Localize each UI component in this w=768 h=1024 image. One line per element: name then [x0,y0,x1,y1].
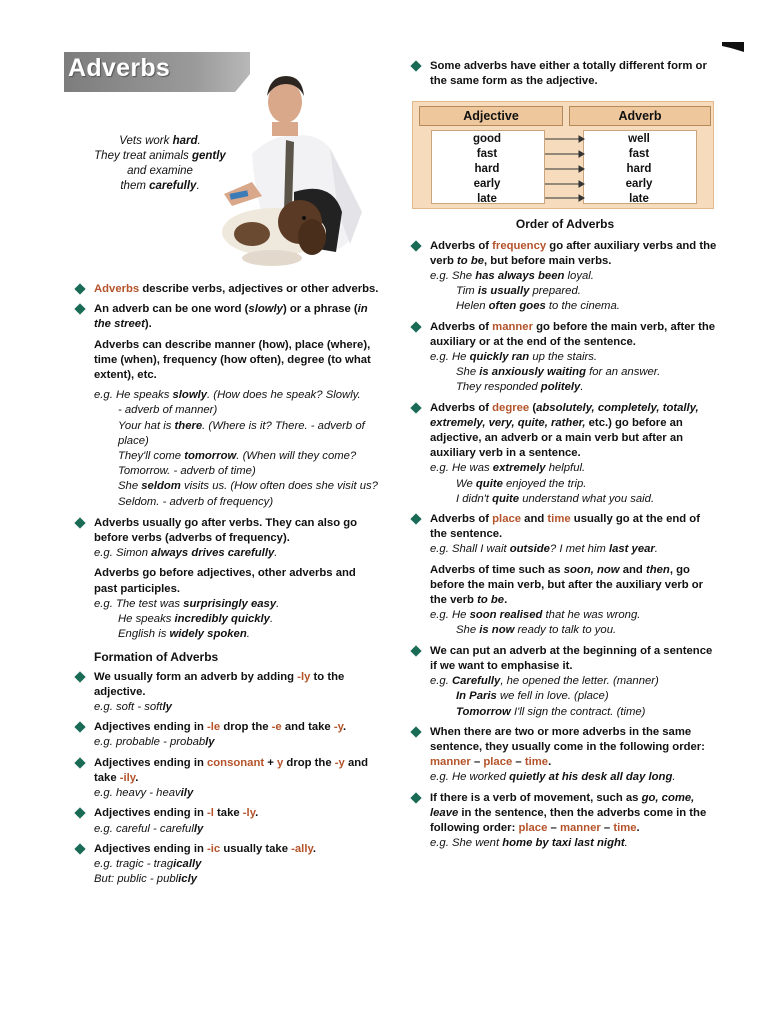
list-item: An adverb can be one word (slowly) or a phrase (in the street). [74,302,380,332]
list-item: Adjectives ending in -le drop the -e and take -y. e.g. probable - probably [74,720,380,750]
example: Your hat is there. (Where is it? There. - adverb of place) [118,419,365,447]
diamond-bullet-icon [410,240,421,251]
diamond-bullet-icon [74,757,85,768]
section-heading: Formation of Adverbs [94,650,219,665]
diamond-bullet-icon [410,645,421,656]
example: e.g. The test was surprisingly easy. [94,597,280,610]
diamond-bullet-icon [410,726,421,737]
diamond-bullet-icon [74,283,85,294]
list-item: Adverbs of place and time usually go at the end of the sentence. e.g. Shall I wait outside? I met him last year. Adverbs of time such as soon, now and then, go before the main verb, but after the auxiliary verb or the verb to be. e.g. He soon realised that he was wrong. She is now ready to talk to you. [410,512,720,639]
diamond-bullet-icon [410,321,421,332]
example: e.g. He speaks slowly. (How does he speak? Slowly. [94,389,361,402]
example: e.g. Simon always drives carefully. [94,547,278,560]
diamond-bullet-icon [74,671,85,682]
example: - adverb of manner) [118,404,218,417]
list-item: Adjectives ending in -l take -ly. e.g. careful - carefully [74,806,380,836]
diamond-bullet-icon [410,513,421,524]
table-header-adjective: Adjective [419,106,563,126]
diamond-bullet-icon [74,843,85,854]
left-column [74,282,380,892]
adverb-list: well fast hard early late [625,133,653,205]
table-header-adverb: Adverb [569,106,711,126]
diamond-bullet-icon [74,517,85,528]
example: He speaks incredibly quickly. [118,613,274,626]
corner-mark-icon [722,42,744,52]
paragraph: Adverbs can describe manner (how), place (where), time (when), frequency (how often), degree (to what extent), etc. [94,338,371,382]
list-item: Adverbs of frequency go after auxiliary verbs and the verb to be, but before main verbs. e.g. She has always been loyal. Tim is usually prepared. Helen often goes to the cinema. [410,239,720,315]
list-item: Adjectives ending in consonant + y drop the -y and take -ily. e.g. heavy - heavily [74,756,380,802]
list-item: Adjectives ending in -ic usually take -ally. e.g. tragic - tragically But: public - publicly [74,842,380,888]
example: They'll come tomorrow. (When will they come? Tomorrow. - adverb of time) [118,450,357,478]
diamond-bullet-icon [74,722,85,733]
diamond-bullet-icon [74,304,85,315]
section-heading: Order of Adverbs [515,217,615,232]
list-item: Adverbs of degree (absolutely, completely, totally, extremely, very, quite, rather, etc.) go before an adjective, an adverb or a main verb but after an auxiliary verb in a sentence. e.g. He was extremely helpful. We quite enjoyed the trip. I didn't quite understand what you said. [410,401,720,507]
paragraph: Adverbs go before adjectives, other adverbs and past participles. [94,567,356,595]
diamond-bullet-icon [410,60,421,71]
list-item: If there is a verb of movement, such as go, come, leave in the sentence, then the adverbs come in the following order: place – manner – time. e.g. She went home by taxi last night. [410,791,720,852]
diamond-bullet-icon [74,808,85,819]
list-item: Adverbs describe verbs, adjectives or other adverbs. [74,282,380,297]
list-item: We can put an adverb at the beginning of a sentence if we want to emphasise it. e.g. Carefully, he opened the letter. (manner) In Paris we fell in love. (place) Tomorrow I'll sign the contract. (time) [410,644,720,720]
list-item: We usually form an adverb by adding -ly to the adjective. e.g. soft - softly [74,670,380,716]
example: She seldom visits us. (How often does she visit us? Seldom. - adverb of frequency) [118,480,378,508]
arrow-icons [413,102,713,208]
list-item: Some adverbs have either a totally different form or the same form as the adjective. [410,59,720,89]
diamond-bullet-icon [410,402,421,413]
adjective-adverb-table [412,101,714,209]
example: English is widely spoken. [118,628,250,641]
photo-caption: Vets work hard. They treat animals gently and examine them carefully. [94,135,226,192]
adjective-list: good fast hard early late [472,133,502,205]
list-item: When there are two or more adverbs in the same sentence, they usually come in the following order: manner – place – time. e.g. He worked quietly at his desk all day long. [410,725,720,786]
page-title: Adverbs [68,54,171,82]
diamond-bullet-icon [410,792,421,803]
list-item: Adverbs usually go after verbs. They can also go before verbs (adverbs of frequency). [74,516,380,546]
vet-with-dog-illustration [212,62,370,274]
right-column [410,59,720,856]
list-item: Adverbs of manner go before the main verb, after the auxiliary or at the end of the sentence. e.g. He quickly ran up the stairs. She is anxiously waiting for an answer. They responded politely. [410,320,720,396]
